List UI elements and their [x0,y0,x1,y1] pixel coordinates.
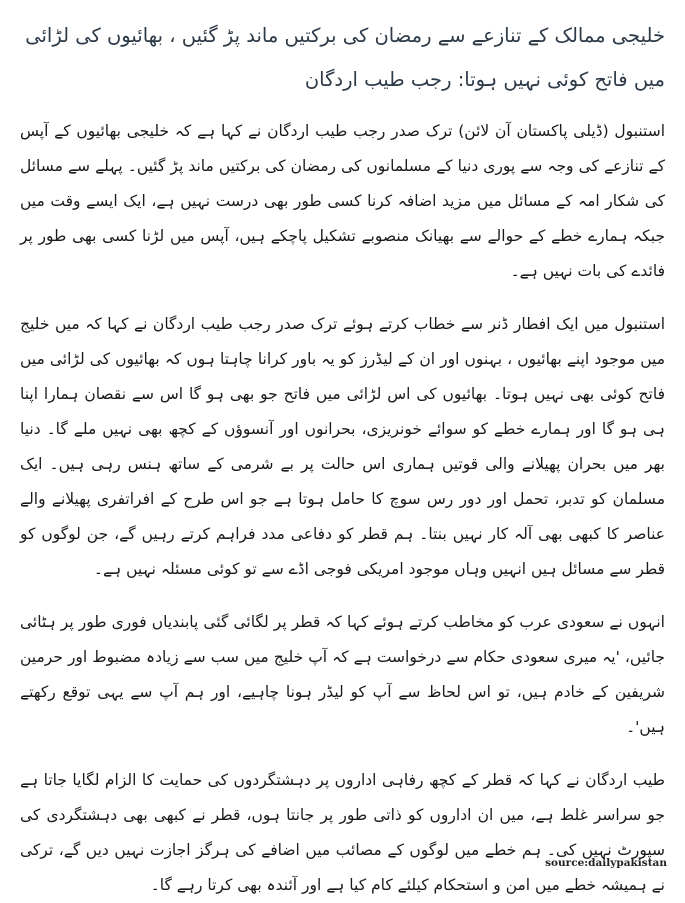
article-paragraph-1: استنبول (ڈیلی پاکستان آن لائن) ترک صدر رجب طیب اردگان نے کہا ہے کہ خلیجی بھائیوں کے آپس کے تنازعے کی وجہ سے پوری دنیا کے مسلمانوں کی رمضان کی برکتیں ماند پڑ گئیں۔ پہلے سے مسائل کی شکار امہ کے مسائل میں مزید اضافہ کرنا کسی طور بھی درست نہیں ہے، ایک ایسے وقت میں جبکہ ہمارے خطے کے حوالے سے بھیانک منصوبے تشکیل پاچکے ہیں، آپس میں لڑنا کسی بھی طور پر فائدے کی بات نہیں ہے۔ [20,122,665,280]
article-headline: خلیجی ممالک کے تنازعے سے رمضان کی برکتیں ماند پڑ گئیں ، بھائیوں کی لڑائی میں فاتح کوئی نہیں ہوتا: رجب طیب اردگان [25,24,665,91]
article-paragraph-3: انہوں نے سعودی عرب کو مخاطب کرتے ہوئے کہا کہ قطر پر لگائی گئی پابندیاں فوری طور پر ہٹائی جائیں، 'یہ میری سعودی حکام سے درخواست ہے کہ آپ خلیج میں سب سے زیادہ مضبوط اور حرمین شریفین کے خادم ہیں، تو اس لحاظ سے آپ کو لیڈر ہونا چاہیے، اور ہم آپ سے یہی توقع رکھتے ہیں'۔ [20,613,665,736]
source-credit: source:dailypakistan [545,857,667,869]
article-paragraph-4: طیب اردگان نے کہا کہ قطر کے کچھ رفاہی اداروں پر دہشتگردوں کی حمایت کا الزام لگایا جاتا ہے جو سراسر غلط ہے، میں ان اداروں کو ذاتی طور پر جانتا ہوں، قطر نے کبھی بھی دہشتگردی کی سپورٹ نہیں کی۔ ہم خطے میں لوگوں کے مصائب میں اضافے کی ہرگز اجازت نہیں دیں گے، ترکی نے ہمیشہ خطے میں امن و استحکام کیلئے کام کیا ہے اور آئندہ بھی کرتا رہے گا۔ [20,771,665,894]
article-paragraph-2: استنبول میں ایک افطار ڈنر سے خطاب کرتے ہوئے ترک صدر رجب طیب اردگان نے کہا کہ میں خلیج میں موجود اپنے بھائیوں ، بہنوں اور ان کے لیڈرز کو یہ باور کرانا چاہتا ہوں کہ بھائیوں کی لڑائی میں فاتح کوئی بھی نہیں ہوتا۔ بھائیوں کی اس لڑائی میں فاتح جو بھی ہو گا اس سے نقصان ہمارا اپنا ہی ہو گا اور ہمارے خطے کو سوائے خونریزی، بحرانوں اور آنسوؤں کے کچھ بھی نہیں ملے گا۔ دنیا بھر میں بحران پھیلانے والی قوتیں ہماری اس حالت پر بے شرمی کے ساتھ ہنس رہی ہیں۔ ایک مسلمان کو تدبر، تحمل اور دور رس سوچ کا حامل ہوتا ہے جو اس طرح کے افراتفری پھیلانے والے عناصر کا کبھی بھی آلہ کار نہیں بنتا۔ ہم قطر کو دفاعی مدد فراہم کرتے رہیں گے، جن لوگوں کو قطر سے مسائل ہیں انہیں وہاں موجود امریکی فوجی اڈے سے تو کوئی مسئلہ نہیں ہے۔ [20,315,665,578]
